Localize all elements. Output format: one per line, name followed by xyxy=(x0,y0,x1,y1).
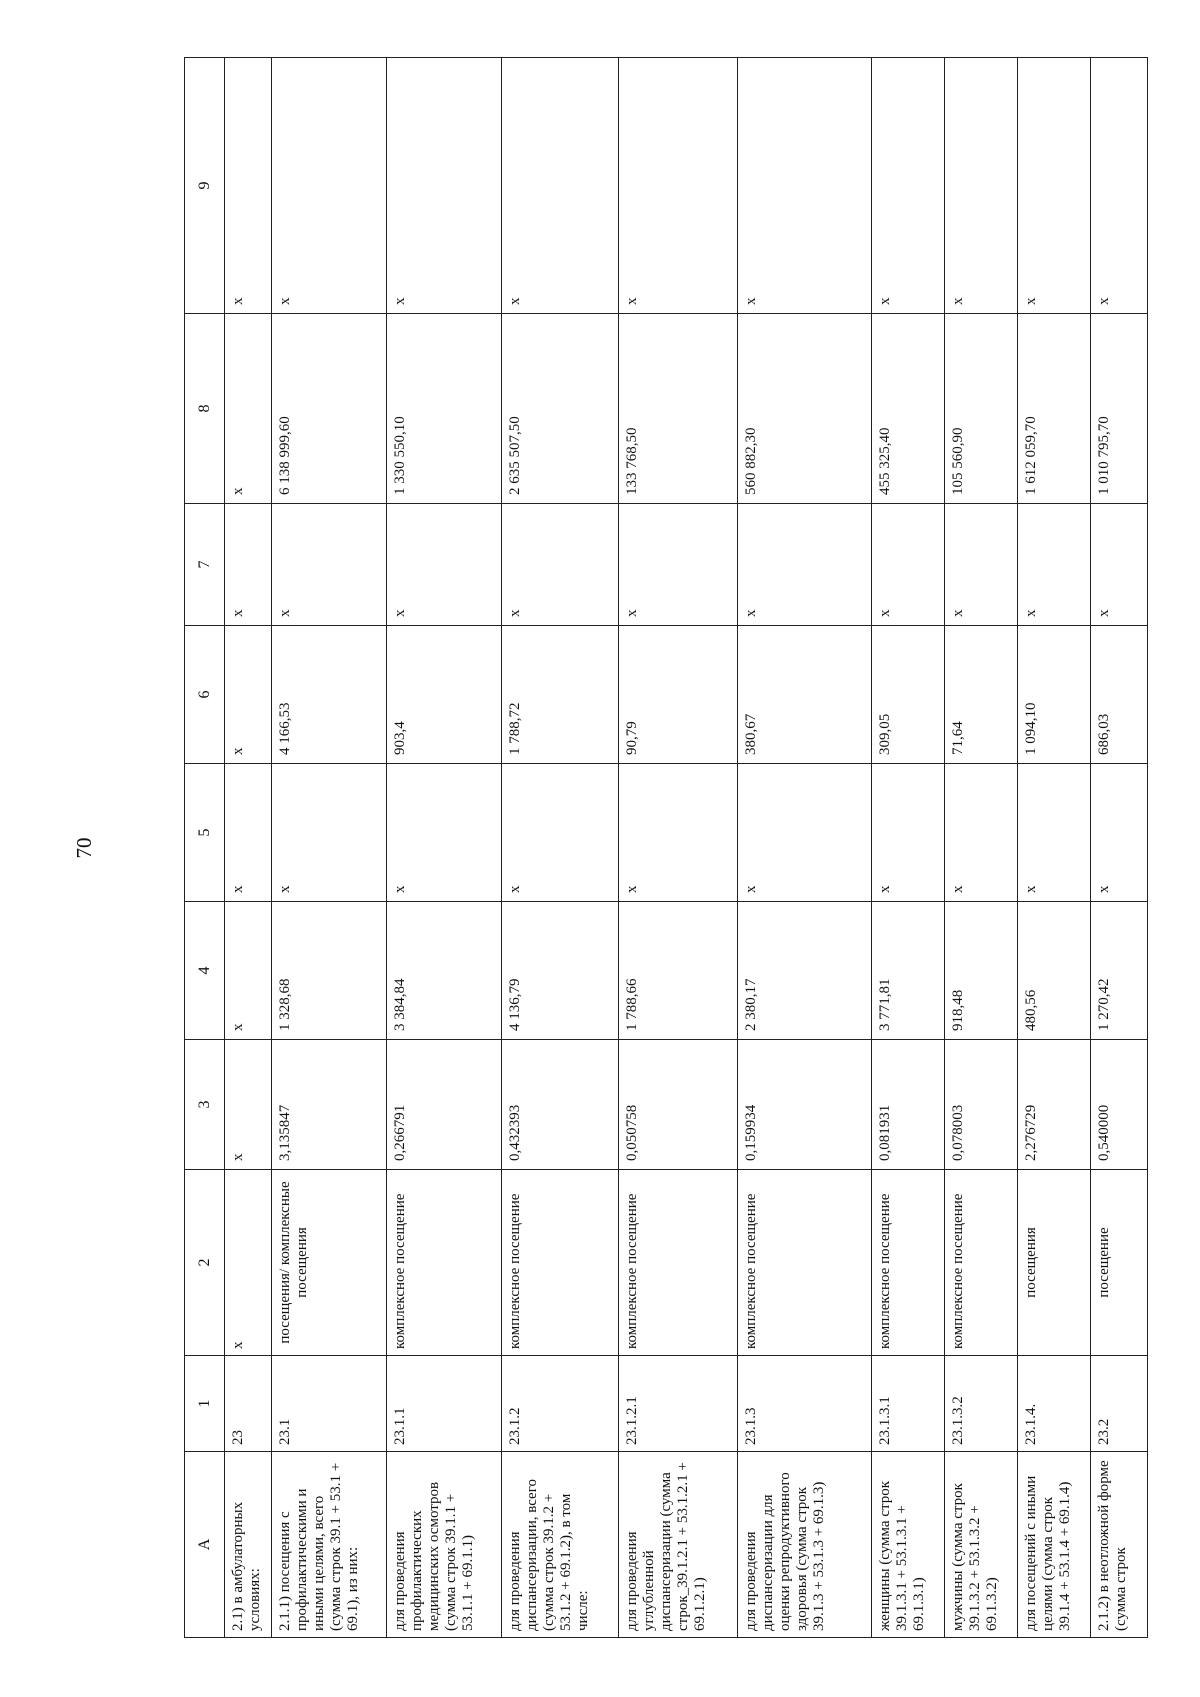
cell-col-8: 133 768,50 xyxy=(619,314,738,504)
cell-col-6: 686,03 xyxy=(1091,626,1148,764)
row-code-cell: 23 xyxy=(225,1356,272,1452)
cell-col-9: x xyxy=(225,58,272,314)
row-name-cell: 2.1.2) в неотложной форме (сумма строк xyxy=(1091,1452,1148,1638)
row-name-cell: мужчины (сумма строк 39.1.3.2 + 53.1.3.2 + 69.1.3.2) xyxy=(945,1452,1018,1638)
cell-col-8: 1 010 795,70 xyxy=(1091,314,1148,504)
row-name-cell: для проведения диспансеризации, всего (сумма строк 39.1.2 + 53.1.2 + 69.1.2), в том числе: xyxy=(501,1452,618,1638)
cell-col-3: 0,159934 xyxy=(738,1040,872,1170)
page-number: 70 xyxy=(72,837,96,859)
cell-col-6: 903,4 xyxy=(387,626,502,764)
row-name-cell: для проведения диспансеризации для оценки репродуктивного здоровья (сумма строк 39.1.3 + 53.1.3 + 69.1.3) xyxy=(738,1452,872,1638)
column-header-6: 6 xyxy=(185,626,225,764)
cell-col-3: 0,050758 xyxy=(619,1040,738,1170)
cell-col-5: x xyxy=(1018,764,1091,902)
unit-cell: x xyxy=(225,1170,272,1356)
row-code-cell: 23.1.3 xyxy=(738,1356,872,1452)
cell-col-7: x xyxy=(619,504,738,626)
cell-col-5: x xyxy=(387,764,502,902)
row-code-cell: 23.2 xyxy=(1091,1356,1148,1452)
cell-col-7: x xyxy=(1091,504,1148,626)
table-row xyxy=(619,58,738,1638)
table-row xyxy=(871,58,944,1638)
cell-col-8: 560 882,30 xyxy=(738,314,872,504)
cell-col-6: 71,64 xyxy=(945,626,1018,764)
unit-cell: посещения xyxy=(1018,1170,1091,1356)
cell-col-9: x xyxy=(272,58,387,314)
cell-col-7: x xyxy=(225,504,272,626)
cell-col-6: 90,79 xyxy=(619,626,738,764)
row-code-cell: 23.1.4. xyxy=(1018,1356,1091,1452)
cell-col-5: x xyxy=(945,764,1018,902)
cell-col-7: x xyxy=(1018,504,1091,626)
cell-col-4: 1 788,66 xyxy=(619,902,738,1040)
row-name-cell: для проведения углубленной диспансеризации (сумма строк_39.1.2.1 + 53.1.2.1 + 69.1.2.1) xyxy=(619,1452,738,1638)
cell-col-7: x xyxy=(871,504,944,626)
unit-cell: комплексное посещение xyxy=(945,1170,1018,1356)
cell-col-9: x xyxy=(738,58,872,314)
cell-col-9: x xyxy=(1018,58,1091,314)
unit-cell: комплексное посещение xyxy=(871,1170,944,1356)
cell-col-8: 6 138 999,60 xyxy=(272,314,387,504)
cell-col-3: 0,540000 xyxy=(1091,1040,1148,1170)
cell-col-8: 2 635 507,50 xyxy=(501,314,618,504)
cell-col-3: 0,266791 xyxy=(387,1040,502,1170)
row-name-cell: 2.1.1) посещения с профилактическими и иными целями, всего (сумма строк 39.1 + 53.1 + 69.1), из них: xyxy=(272,1452,387,1638)
column-header-a: A xyxy=(185,1452,225,1638)
unit-cell: комплексное посещение xyxy=(387,1170,502,1356)
cell-col-4: 1 270,42 xyxy=(1091,902,1148,1040)
data-table xyxy=(184,57,1148,1638)
cell-col-6: 1 788,72 xyxy=(501,626,618,764)
column-header-2: 2 xyxy=(185,1170,225,1356)
cell-col-7: x xyxy=(945,504,1018,626)
column-header-8: 8 xyxy=(185,314,225,504)
cell-col-9: x xyxy=(387,58,502,314)
unit-cell: посещения/ комплексные посещения xyxy=(272,1170,387,1356)
cell-col-5: x xyxy=(501,764,618,902)
column-header-4: 4 xyxy=(185,902,225,1040)
cell-col-4: 918,48 xyxy=(945,902,1018,1040)
row-code-cell: 23.1 xyxy=(272,1356,387,1452)
unit-cell: комплексное посещение xyxy=(738,1170,872,1356)
cell-col-3: x xyxy=(225,1040,272,1170)
cell-col-8: 105 560,90 xyxy=(945,314,1018,504)
cell-col-4: x xyxy=(225,902,272,1040)
cell-col-8: 1 612 059,70 xyxy=(1018,314,1091,504)
table-row xyxy=(1018,58,1091,1638)
cell-col-6: 4 166,53 xyxy=(272,626,387,764)
table-row xyxy=(272,58,387,1638)
unit-cell: посещение xyxy=(1091,1170,1148,1356)
cell-col-3: 0,432393 xyxy=(501,1040,618,1170)
cell-col-3: 0,078003 xyxy=(945,1040,1018,1170)
cell-col-4: 2 380,17 xyxy=(738,902,872,1040)
row-name-cell: для проведения профилактических медицинских осмотров (сумма строк 39.1.1 + 53.1.1 + 69.1.1) xyxy=(387,1452,502,1638)
row-name-cell: 2.1) в амбулаторных условиях: xyxy=(225,1452,272,1638)
table-row xyxy=(501,58,618,1638)
table-row xyxy=(945,58,1018,1638)
cell-col-8: 1 330 550,10 xyxy=(387,314,502,504)
rotated-table-container xyxy=(184,58,1148,1638)
cell-col-3: 2,276729 xyxy=(1018,1040,1091,1170)
cell-col-9: x xyxy=(871,58,944,314)
cell-col-8: 455 325,40 xyxy=(871,314,944,504)
cell-col-6: 380,67 xyxy=(738,626,872,764)
cell-col-5: x xyxy=(871,764,944,902)
row-code-cell: 23.1.1 xyxy=(387,1356,502,1452)
cell-col-3: 3,135847 xyxy=(272,1040,387,1170)
row-name-cell: женщины (сумма строк 39.1.3.1 + 53.1.3.1 + 69.1.3.1) xyxy=(871,1452,944,1638)
cell-col-7: x xyxy=(387,504,502,626)
table-row xyxy=(225,58,272,1638)
row-code-cell: 23.1.2.1 xyxy=(619,1356,738,1452)
cell-col-8: x xyxy=(225,314,272,504)
cell-col-4: 3 771,81 xyxy=(871,902,944,1040)
cell-col-7: x xyxy=(272,504,387,626)
cell-col-4: 3 384,84 xyxy=(387,902,502,1040)
cell-col-9: x xyxy=(1091,58,1148,314)
cell-col-4: 4 136,79 xyxy=(501,902,618,1040)
cell-col-7: x xyxy=(501,504,618,626)
table-row xyxy=(1091,58,1148,1638)
cell-col-6: 1 094,10 xyxy=(1018,626,1091,764)
cell-col-9: x xyxy=(619,58,738,314)
cell-col-5: x xyxy=(1091,764,1148,902)
unit-cell: комплексное посещение xyxy=(501,1170,618,1356)
cell-col-4: 1 328,68 xyxy=(272,902,387,1040)
cell-col-5: x xyxy=(225,764,272,902)
header-row xyxy=(185,58,225,1638)
cell-col-6: 309,05 xyxy=(871,626,944,764)
cell-col-5: x xyxy=(738,764,872,902)
cell-col-7: x xyxy=(738,504,872,626)
row-code-cell: 23.1.2 xyxy=(501,1356,618,1452)
cell-col-5: x xyxy=(272,764,387,902)
table-row xyxy=(387,58,502,1638)
table-row xyxy=(738,58,872,1638)
column-header-7: 7 xyxy=(185,504,225,626)
cell-col-4: 480,56 xyxy=(1018,902,1091,1040)
row-name-cell: для посещений с иными целями (сумма строк 39.1.4 + 53.1.4 + 69.1.4) xyxy=(1018,1452,1091,1638)
unit-cell: комплексное посещение xyxy=(619,1170,738,1356)
cell-col-9: x xyxy=(501,58,618,314)
row-code-cell: 23.1.3.2 xyxy=(945,1356,1018,1452)
cell-col-3: 0,081931 xyxy=(871,1040,944,1170)
cell-col-9: x xyxy=(945,58,1018,314)
cell-col-5: x xyxy=(619,764,738,902)
column-header-1: 1 xyxy=(185,1356,225,1452)
row-code-cell: 23.1.3.1 xyxy=(871,1356,944,1452)
cell-col-6: x xyxy=(225,626,272,764)
column-header-3: 3 xyxy=(185,1040,225,1170)
column-header-5: 5 xyxy=(185,764,225,902)
column-header-9: 9 xyxy=(185,58,225,314)
